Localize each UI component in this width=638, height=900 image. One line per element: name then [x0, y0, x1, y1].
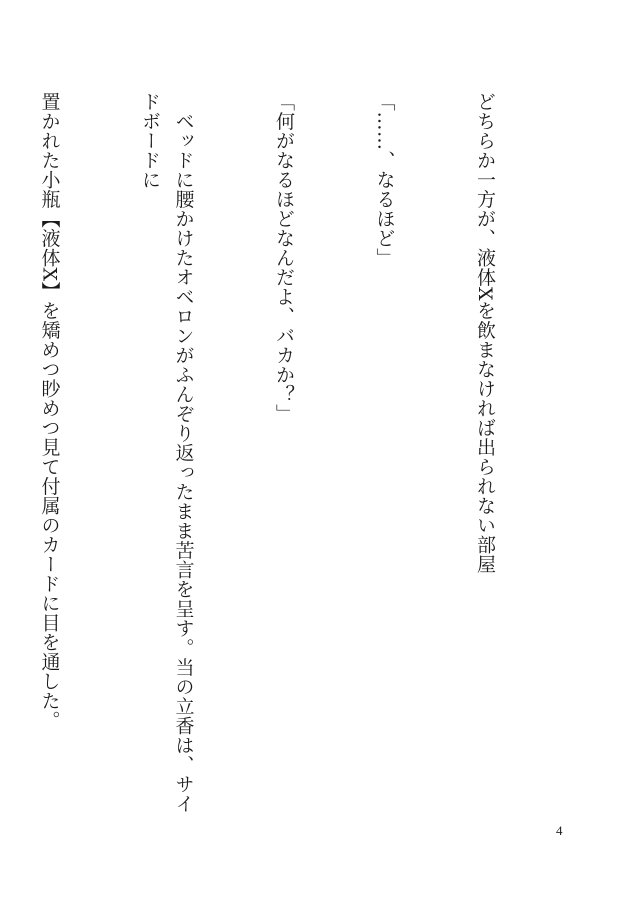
chapter-title: どちらか一方が、液体Xを飲まなければ出られない部屋: [474, 92, 496, 575]
text-line: ベッドに腰かけたオベロンがふんぞり返ったまま苦言を呈す。当の立香は、サイドボードに: [139, 92, 195, 814]
page-number: 4: [556, 823, 563, 838]
text-line: 置かれた小瓶【液体X】を矯めつ眇めつ見て付属のカードに目を通した。: [38, 92, 61, 731]
text-line: 「何がなるほどなんだよ、バカか？」: [273, 92, 295, 424]
text-line: 「……、なるほど」: [373, 92, 396, 268]
vertical-text-body: [38, 92, 568, 832]
